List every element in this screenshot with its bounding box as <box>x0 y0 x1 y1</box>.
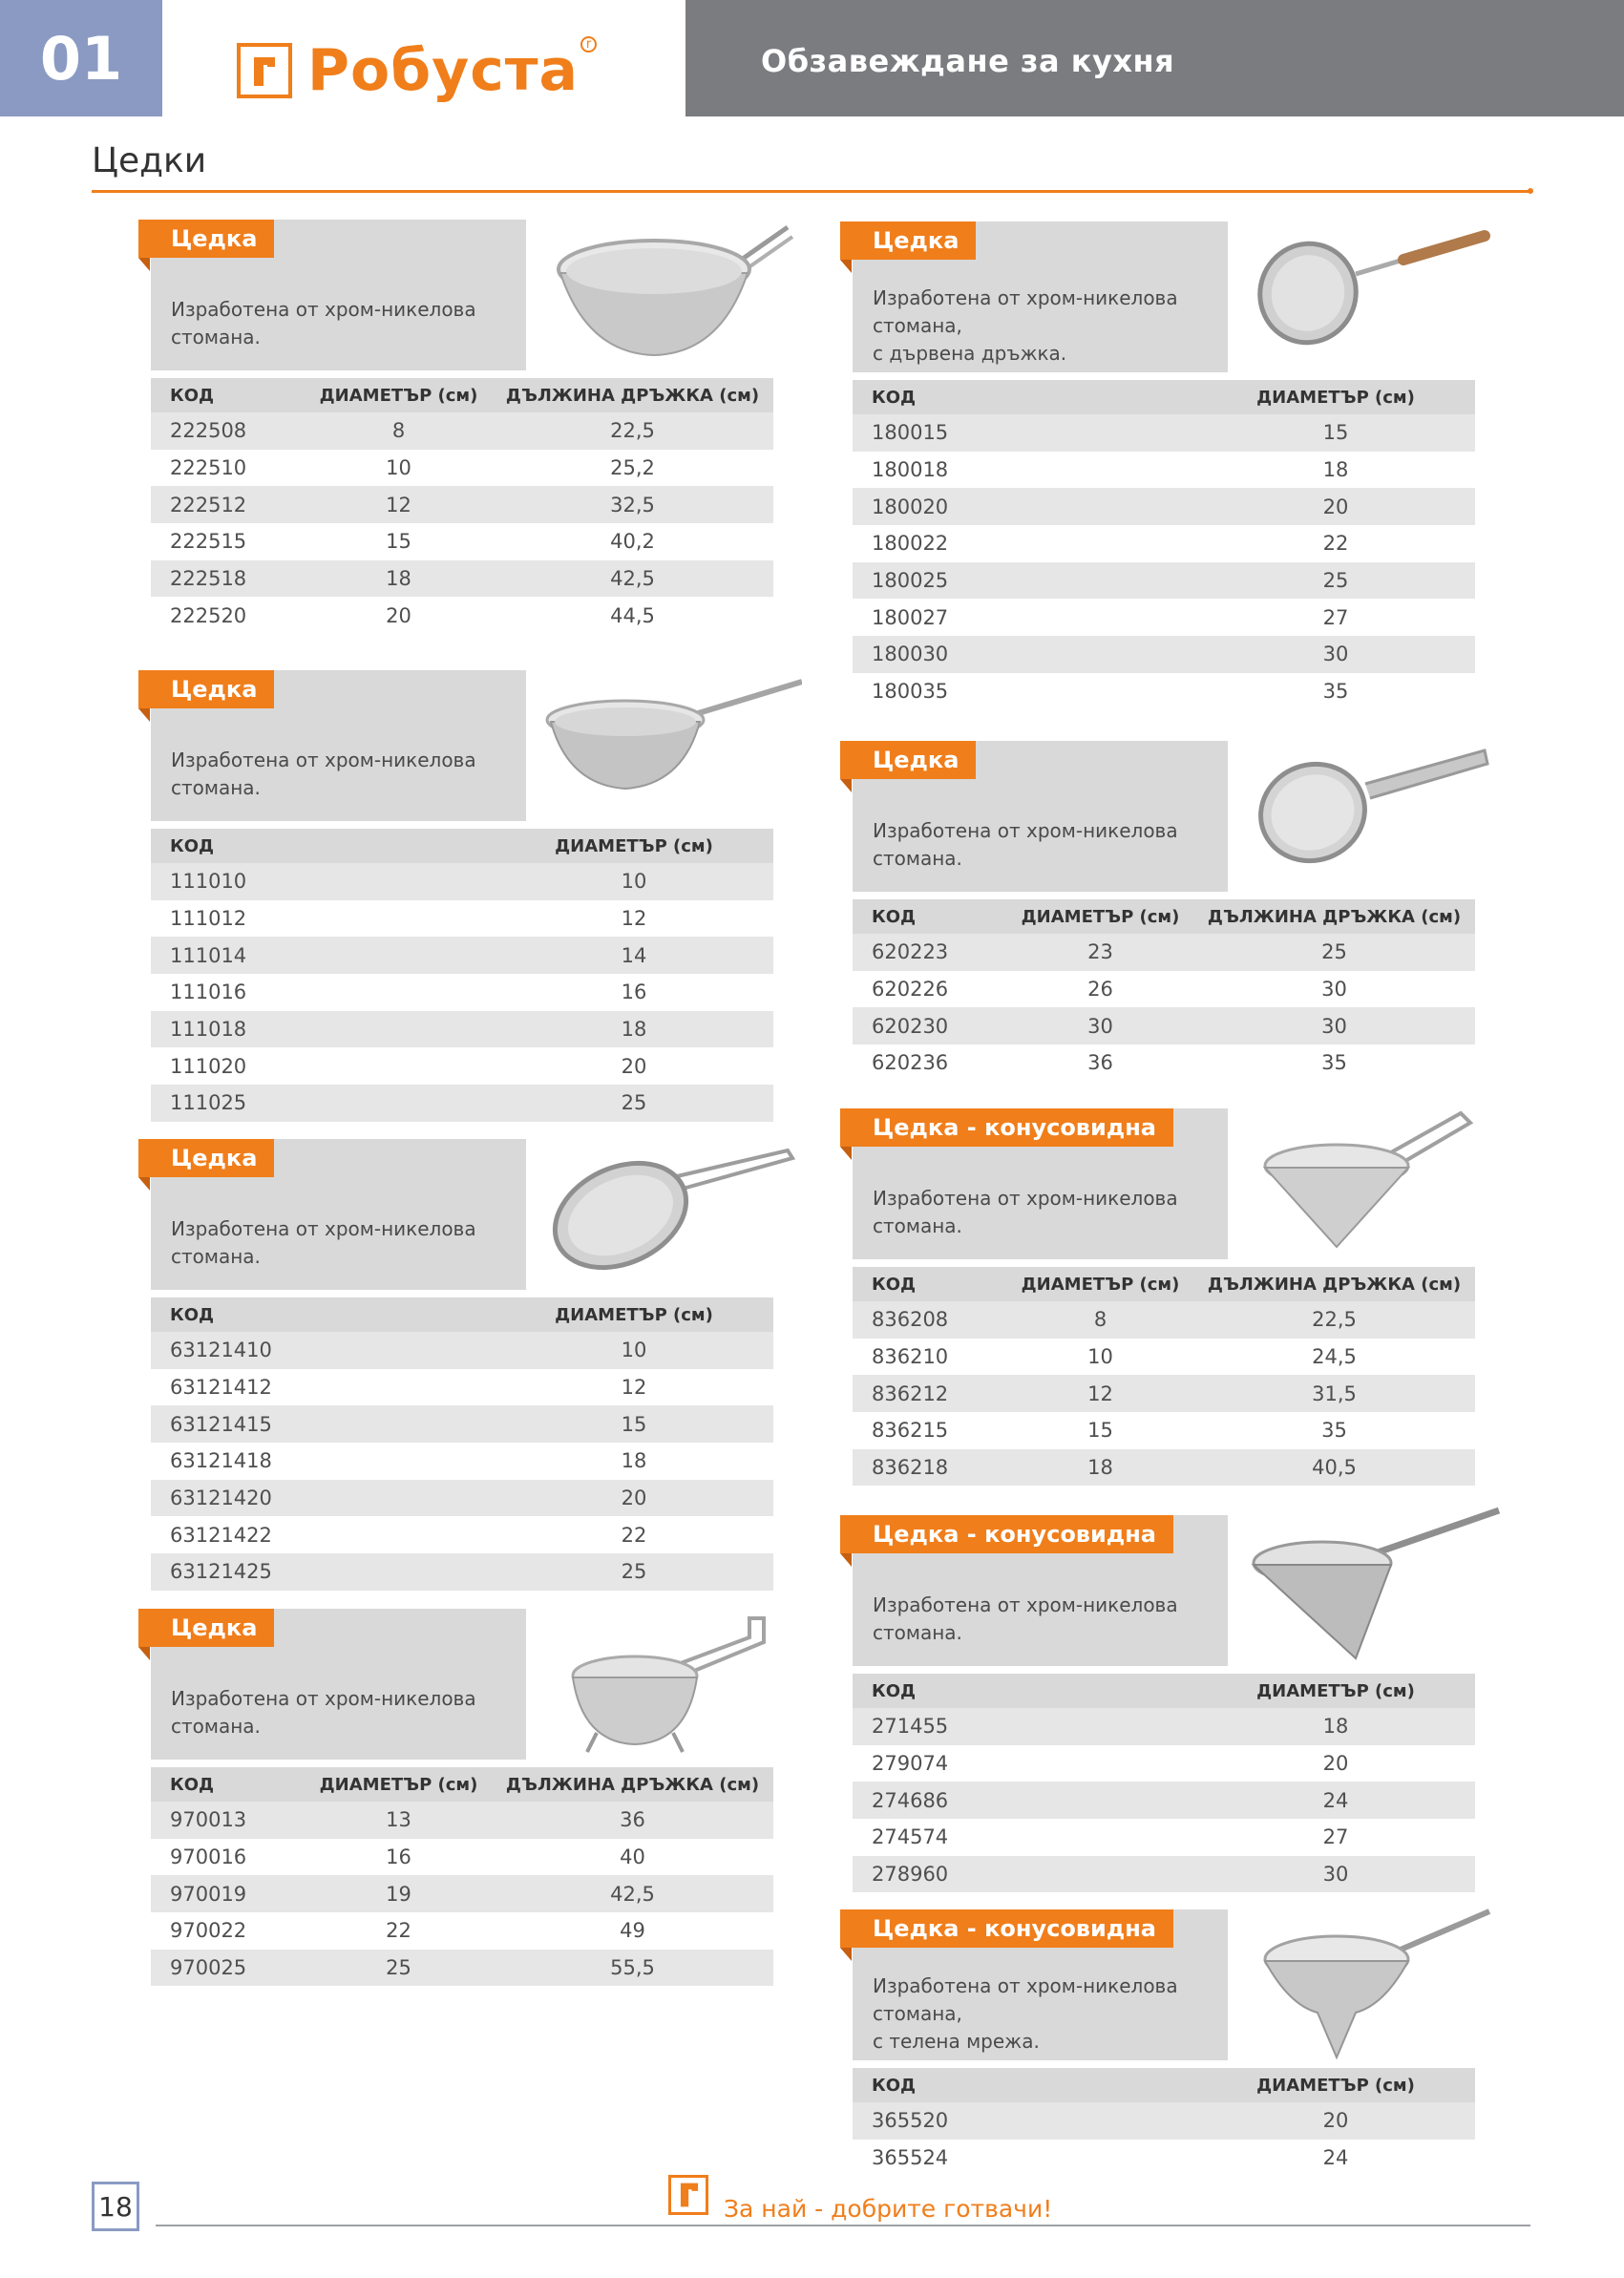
table-cell: 620226 <box>872 978 949 1002</box>
table-row <box>151 1480 773 1517</box>
page-number: 18 <box>92 2182 139 2231</box>
product-title: Цедка <box>840 221 976 260</box>
table-cell: 16 <box>621 981 647 1004</box>
table-cell: 180030 <box>853 636 1196 673</box>
strainer-photo-icon <box>1232 1506 1504 1668</box>
table-cell: 63121420 <box>151 1480 495 1517</box>
table-row <box>853 1339 1475 1376</box>
table-cell: 970016 <box>170 1846 247 1869</box>
product-title: Цедка <box>138 670 274 708</box>
table-row <box>853 1375 1475 1412</box>
table-row <box>151 1405 773 1443</box>
table-cell: 970013 <box>151 1802 306 1839</box>
table-cell: 63121410 <box>151 1332 495 1369</box>
product-description <box>873 285 1235 368</box>
table-cell: 8 <box>306 412 492 450</box>
table-row <box>151 1912 773 1950</box>
table-cell: 25 <box>495 1553 773 1591</box>
table-cell: 19 <box>306 1875 492 1912</box>
table-cell: 180018 <box>872 458 949 482</box>
footer-slogan: За най - добрите готвачи! <box>724 2195 1053 2223</box>
table-row <box>853 1301 1475 1339</box>
registered-mark: r <box>580 36 597 53</box>
table-cell: 180022 <box>872 532 949 556</box>
table-cell: 22,5 <box>1193 1301 1475 1339</box>
col-diameter: ДИАМЕТЪР (см) <box>306 378 492 412</box>
table-row <box>853 2140 1475 2177</box>
product-title: Цедка <box>138 1609 274 1647</box>
table-row <box>151 1369 773 1406</box>
table-row <box>151 937 773 974</box>
table-cell: 27 <box>1322 605 1349 629</box>
brand-logo <box>237 36 597 105</box>
col-diameter: ДИАМЕТЪР (см) <box>1007 1267 1193 1301</box>
col-code: КОД <box>853 899 1007 934</box>
table-header-row <box>853 899 1475 934</box>
table-row <box>151 1332 773 1369</box>
product-table <box>853 899 1475 1082</box>
table-cell: 12 <box>1007 1375 1193 1412</box>
table-cell: 111010 <box>151 863 495 900</box>
table-cell: 36 <box>492 1802 773 1839</box>
strainer-photo-icon <box>530 1129 802 1292</box>
product-title: Цедка <box>138 1139 274 1177</box>
col-handle-length: ДЪЛЖИНА ДРЪЖКА (см) <box>492 378 773 412</box>
product-title: Цедка - конусовидна <box>840 1515 1173 1553</box>
table-cell: 20 <box>495 1480 773 1517</box>
table-cell: 271455 <box>853 1708 1196 1745</box>
table-row <box>853 452 1475 489</box>
product-table <box>853 1267 1475 1486</box>
col-diameter: ДИАМЕТЪР (см) <box>1196 380 1475 414</box>
table-row <box>151 450 773 487</box>
table-cell: 22 <box>1322 532 1349 556</box>
product-table <box>151 1297 773 1591</box>
table-row <box>853 636 1475 673</box>
table-row <box>853 414 1475 452</box>
table-row <box>151 486 773 523</box>
table-header-row <box>853 2068 1475 2102</box>
product-description: Изработена от хром-никелова стомана. <box>171 298 476 348</box>
table-cell: 30 <box>1196 636 1475 673</box>
table-cell: 12 <box>621 907 647 931</box>
product-table <box>853 1674 1475 1892</box>
table-cell: 12 <box>306 486 492 523</box>
table-cell: 30 <box>1193 1007 1475 1044</box>
table-cell: 22 <box>386 1919 411 1943</box>
table-cell: 20 <box>386 603 411 627</box>
table-cell: 31,5 <box>1193 1375 1475 1412</box>
table-cell: 30 <box>1196 1856 1475 1893</box>
table-cell: 23 <box>1007 934 1193 971</box>
strainer-photo-icon <box>1232 1900 1504 2062</box>
strainer-photo-icon <box>1232 212 1504 374</box>
table-cell: 55,5 <box>492 1950 773 1987</box>
table-cell: 49 <box>620 1919 645 1943</box>
table-cell: 40 <box>620 1846 645 1869</box>
table-cell: 26 <box>1087 978 1113 1002</box>
table-header-row <box>853 380 1475 414</box>
table-cell: 278960 <box>853 1856 1196 1893</box>
table-row <box>853 1412 1475 1449</box>
product-table <box>151 829 773 1122</box>
product-description: Изработена от хром-никелова стомана. <box>171 1687 476 1738</box>
table-cell: 18 <box>306 560 492 598</box>
page-title: Цедки <box>92 141 207 180</box>
table-header-row <box>151 378 773 412</box>
table-cell: 13 <box>306 1802 492 1839</box>
table-cell: 970022 <box>170 1919 247 1943</box>
table-row <box>853 488 1475 525</box>
table-cell: 222508 <box>151 412 306 450</box>
table-row <box>853 1856 1475 1893</box>
table-cell: 14 <box>495 937 773 974</box>
category-title: Обзавеждане за кухня <box>761 43 1175 79</box>
product-description: Изработена от хром-никелова стомана. <box>873 819 1178 870</box>
col-code: КОД <box>853 1674 1196 1708</box>
table-cell: 15 <box>1087 1419 1113 1443</box>
table-header-row <box>151 829 773 863</box>
table-cell: 620236 <box>872 1051 949 1075</box>
table-cell: 25 <box>306 1950 492 1987</box>
brand-logo-icon <box>237 43 292 98</box>
col-handle-length: ДЪЛЖИНА ДРЪЖКА (см) <box>492 1767 773 1802</box>
table-row <box>151 863 773 900</box>
table-cell: 20 <box>1322 1752 1349 1776</box>
table-cell: 20 <box>1196 2102 1475 2140</box>
table-cell: 18 <box>1007 1449 1193 1487</box>
table-cell: 24,5 <box>1312 1345 1357 1369</box>
table-cell: 222512 <box>151 486 306 523</box>
table-cell: 365520 <box>853 2102 1196 2140</box>
table-cell: 30 <box>1321 978 1347 1002</box>
product-description: Изработена от хром-никелова стомана. <box>171 1217 476 1268</box>
table-row <box>151 1047 773 1085</box>
table-cell: 18 <box>1196 1708 1475 1745</box>
table-header-row <box>151 1767 773 1802</box>
table-row <box>853 2102 1475 2140</box>
table-row <box>853 1745 1475 1782</box>
table-row <box>151 1553 773 1591</box>
table-cell: 44,5 <box>610 603 655 627</box>
table-row <box>151 597 773 634</box>
table-row <box>151 1875 773 1912</box>
table-cell: 836208 <box>853 1301 1007 1339</box>
product-description-line: Изработена от хром-никелова стомана, <box>873 1974 1178 2025</box>
table-cell: 16 <box>386 1846 411 1869</box>
product-table <box>151 378 773 634</box>
table-cell: 274686 <box>853 1782 1196 1819</box>
table-cell: 25 <box>1196 562 1475 600</box>
table-cell: 10 <box>386 456 411 480</box>
table-cell: 35 <box>1321 1419 1347 1443</box>
product-title: Цедка - конусовидна <box>840 1108 1173 1147</box>
table-cell: 111020 <box>170 1054 247 1078</box>
table-cell: 20 <box>621 1054 647 1078</box>
table-row <box>853 1449 1475 1487</box>
table-row <box>853 971 1475 1008</box>
col-diameter: ДИАМЕТЪР (см) <box>1007 899 1193 934</box>
table-cell: 35 <box>1322 680 1349 704</box>
table-cell: 42,5 <box>492 560 773 598</box>
table-row <box>151 1443 773 1480</box>
col-code: КОД <box>853 1267 1007 1301</box>
table-cell: 279074 <box>872 1752 949 1776</box>
product-table <box>853 380 1475 710</box>
product-title: Цедка <box>840 741 976 779</box>
table-cell: 222515 <box>170 530 247 554</box>
table-row <box>853 1044 1475 1082</box>
col-diameter: ДИАМЕТЪР (см) <box>306 1767 492 1802</box>
table-row <box>853 599 1475 636</box>
table-cell: 111012 <box>170 907 247 931</box>
product-description: Изработена от хром-никелова стомана. <box>873 1593 1178 1644</box>
col-handle-length: ДЪЛЖИНА ДРЪЖКА (см) <box>1193 1267 1475 1301</box>
product-description-line: Изработена от хром-никелова стомана, <box>873 286 1178 337</box>
table-cell: 22,5 <box>492 412 773 450</box>
col-code: КОД <box>853 2068 1196 2102</box>
table-cell: 22 <box>621 1523 647 1547</box>
table-cell: 111025 <box>151 1085 495 1122</box>
table-cell: 25,2 <box>610 456 655 480</box>
table-row <box>151 1839 773 1876</box>
title-divider-dot <box>1528 188 1533 194</box>
table-row <box>853 1708 1475 1745</box>
table-row <box>151 1950 773 1987</box>
table-cell: 15 <box>386 530 411 554</box>
table-cell: 836210 <box>872 1345 949 1369</box>
table-cell: 111016 <box>170 981 247 1004</box>
table-header-row <box>853 1674 1475 1708</box>
table-cell: 620230 <box>853 1007 1007 1044</box>
table-cell: 620223 <box>853 934 1007 971</box>
table-cell: 25 <box>495 1085 773 1122</box>
table-cell: 24 <box>1322 2146 1349 2170</box>
table-cell: 30 <box>1007 1007 1193 1044</box>
table-cell: 180025 <box>853 562 1196 600</box>
title-divider <box>92 190 1531 193</box>
strainer-photo-icon <box>530 661 802 823</box>
product-title: Цедка <box>138 220 274 258</box>
col-code: КОД <box>151 1767 306 1802</box>
table-row <box>151 412 773 450</box>
table-cell: 25 <box>1193 934 1475 971</box>
table-cell: 10 <box>1087 1345 1113 1369</box>
product-table <box>853 2068 1475 2176</box>
table-cell: 63121415 <box>151 1405 495 1443</box>
table-row <box>853 1007 1475 1044</box>
product-description: Изработена от хром-никелова стомана. <box>171 749 476 799</box>
table-cell: 35 <box>1321 1051 1347 1075</box>
table-cell: 40,2 <box>610 530 655 554</box>
table-cell: 10 <box>495 1332 773 1369</box>
footer-divider <box>156 2225 1530 2226</box>
table-cell: 18 <box>621 1449 647 1473</box>
section-number: 01 <box>0 0 162 116</box>
table-row <box>151 900 773 938</box>
table-row <box>853 673 1475 710</box>
col-code: КОД <box>151 1297 495 1332</box>
table-cell: 63121412 <box>170 1376 272 1400</box>
table-row <box>853 1819 1475 1856</box>
table-cell: 18 <box>495 1011 773 1048</box>
col-diameter: ДИАМЕТЪР (см) <box>495 829 773 863</box>
table-row <box>853 934 1475 971</box>
table-cell: 8 <box>1007 1301 1193 1339</box>
table-cell: 12 <box>621 1376 647 1400</box>
strainer-photo-icon <box>530 210 802 372</box>
table-cell: 836218 <box>853 1449 1007 1487</box>
table-cell: 15 <box>495 1405 773 1443</box>
table-cell: 24 <box>1196 1782 1475 1819</box>
table-cell: 27 <box>1322 1825 1349 1849</box>
table-cell: 970019 <box>151 1875 306 1912</box>
table-cell: 180015 <box>853 414 1196 452</box>
table-cell: 20 <box>1196 488 1475 525</box>
table-row <box>151 1011 773 1048</box>
table-cell: 111018 <box>151 1011 495 1048</box>
table-cell: 222520 <box>170 603 247 627</box>
product-description <box>873 1972 1235 2056</box>
table-cell: 40,5 <box>1193 1449 1475 1487</box>
col-code: КОД <box>151 378 306 412</box>
table-cell: 970025 <box>151 1950 306 1987</box>
product-table <box>151 1767 773 1986</box>
table-cell: 63121425 <box>151 1553 495 1591</box>
strainer-photo-icon <box>530 1599 802 1761</box>
table-row <box>151 560 773 598</box>
table-cell: 222510 <box>170 456 247 480</box>
strainer-photo-icon <box>1232 731 1504 894</box>
table-header-row <box>151 1297 773 1332</box>
col-code: КОД <box>151 829 495 863</box>
table-cell: 32,5 <box>492 486 773 523</box>
table-header-row <box>853 1267 1475 1301</box>
table-cell: 42,5 <box>492 1875 773 1912</box>
table-row <box>853 562 1475 600</box>
product-description-line: с телена мрежа. <box>873 2030 1040 2053</box>
table-row <box>853 525 1475 562</box>
table-cell: 180027 <box>872 605 949 629</box>
table-cell: 274574 <box>872 1825 949 1849</box>
table-cell: 10 <box>495 863 773 900</box>
table-row <box>853 1782 1475 1819</box>
table-cell: 63121422 <box>170 1523 272 1547</box>
table-cell: 18 <box>1322 458 1349 482</box>
table-cell: 365524 <box>872 2146 949 2170</box>
col-handle-length: ДЪЛЖИНА ДРЪЖКА (см) <box>1193 899 1475 934</box>
brand-name: Робуста <box>307 37 580 104</box>
product-description: Изработена от хром-никелова стомана. <box>873 1187 1178 1237</box>
table-cell: 15 <box>1196 414 1475 452</box>
table-row <box>151 1085 773 1122</box>
col-diameter: ДИАМЕТЪР (см) <box>495 1297 773 1332</box>
footer-logo-icon <box>668 2175 708 2215</box>
table-row <box>151 974 773 1011</box>
col-code: КОД <box>853 380 1196 414</box>
table-cell: 36 <box>1087 1051 1113 1075</box>
col-diameter: ДИАМЕТЪР (см) <box>1196 1674 1475 1708</box>
table-row <box>151 1802 773 1839</box>
table-cell: 180035 <box>872 680 949 704</box>
table-cell: 836212 <box>853 1375 1007 1412</box>
col-diameter: ДИАМЕТЪР (см) <box>1196 2068 1475 2102</box>
product-description-line: с дървена дръжка. <box>873 342 1067 365</box>
strainer-photo-icon <box>1232 1099 1504 1261</box>
product-title: Цедка - конусовидна <box>840 1909 1173 1948</box>
table-cell: 63121418 <box>170 1449 272 1473</box>
table-cell: 111014 <box>151 937 495 974</box>
table-cell: 836215 <box>872 1419 949 1443</box>
table-row <box>151 523 773 560</box>
table-row <box>151 1516 773 1553</box>
table-cell: 180020 <box>853 488 1196 525</box>
table-cell: 222518 <box>151 560 306 598</box>
